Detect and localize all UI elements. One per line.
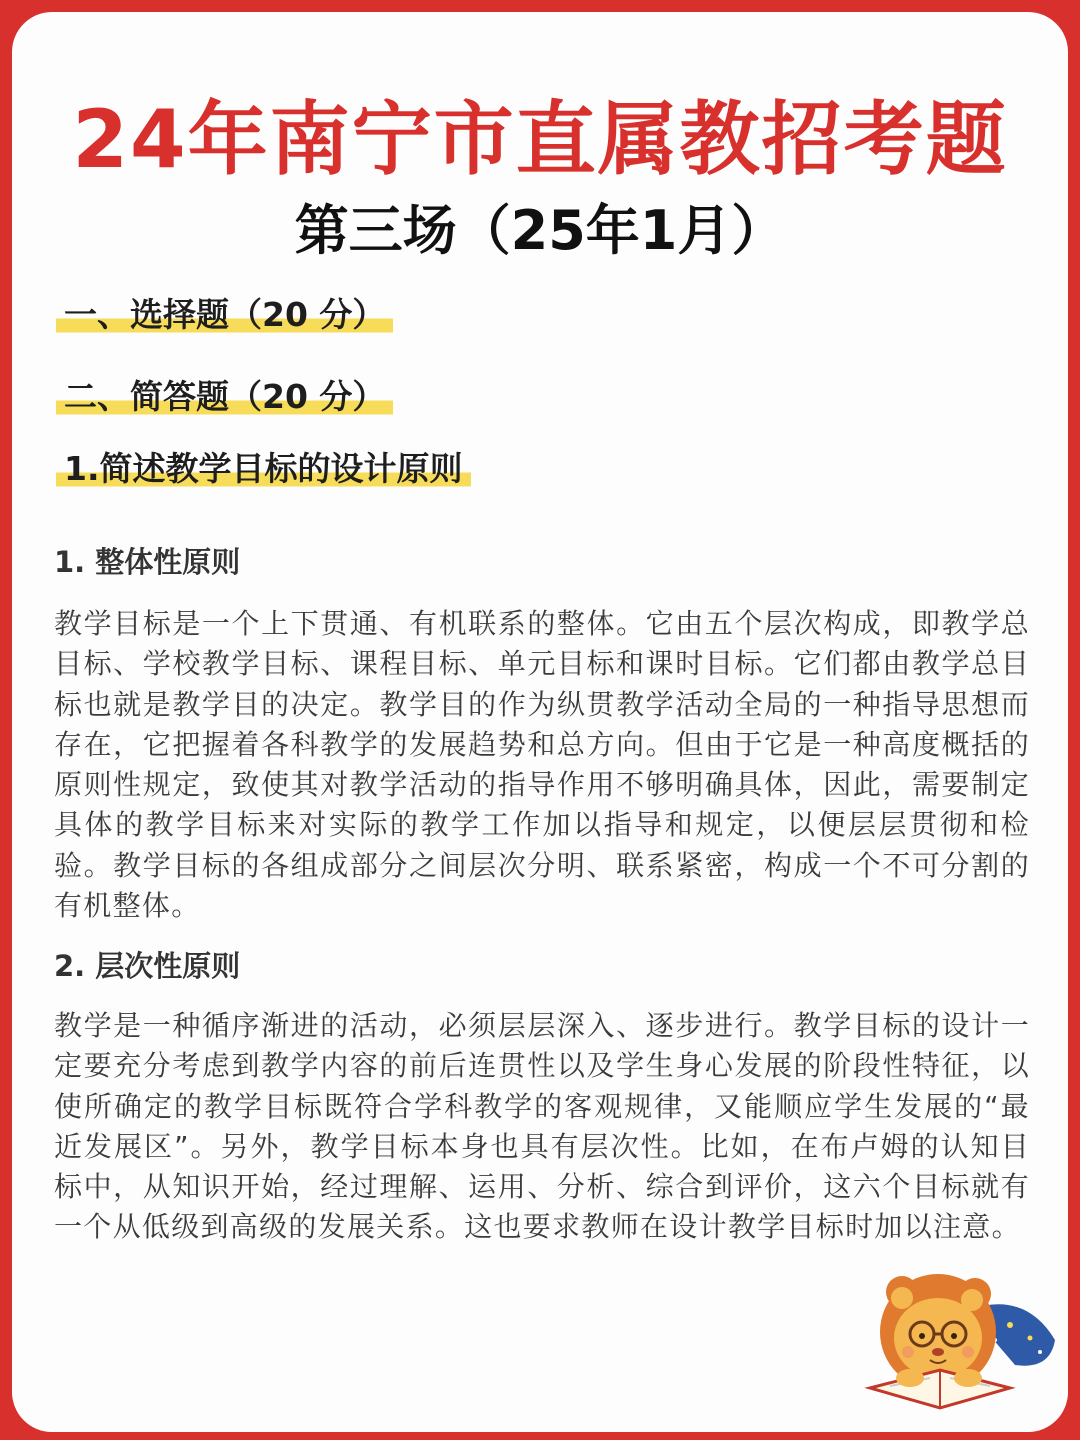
principle-2-text: 教学是一种循序渐进的活动，必须层层深入、逐步进行。教学目标的设计一定要充分考虑到教学内容的前后连贯性以及学生身心发展的阶段性特征，以使所确定的教学目标既符合学科教学的客观规律，又能顺应学生发展的“最近发展区”。另外，教学目标本身也具有层次性。比如，在布卢姆的认知目标中，从知识开始，经过理解、运用、分析、综合到评价，这六个目标就有一个从低级到高级的发展关系。这也要求教师在设计教学目标时加以注意。: [54, 1009, 1030, 1244]
question-heading: 1.简述教学目标的设计原则: [56, 446, 471, 492]
principle-1-text: 教学目标是一个上下贯通、有机联系的整体。它由五个层次构成，即教学总目标、学校教学目标、课程目标、单元目标和课时目标。它们都由教学总目标也就是教学目的决定。教学目的作为纵贯教学活动全局的一种指导思想而存在，它把握着各科教学的发展趋势和总方向。但由于它是一种高度概括的原则性规定，致使其对教学活动的指导作用不够明确具体，因此，需要制定具体的教学目标来对实际的教学工作加以指导和规定，以便层层贯彻和检验。教学目标的各组成部分之间层次分明、联系紧密，构成一个不可分割的有机整体。: [54, 607, 1030, 923]
principle-1-title: 1. 整体性原则: [54, 545, 241, 579]
principle-2-title: 2. 层次性原则: [54, 949, 241, 983]
page-subtitle: 第三场（25年1月）: [294, 199, 786, 262]
section-heading-short-answer: 二、简答题（20 分）: [56, 374, 393, 420]
content-card: [12, 12, 1068, 1432]
lion-reading-book-icon: [850, 1270, 1060, 1420]
section-heading-choice: 一、选择题（20 分）: [56, 292, 393, 338]
page-title: 24年南宁市直属教招考题: [72, 93, 1008, 186]
